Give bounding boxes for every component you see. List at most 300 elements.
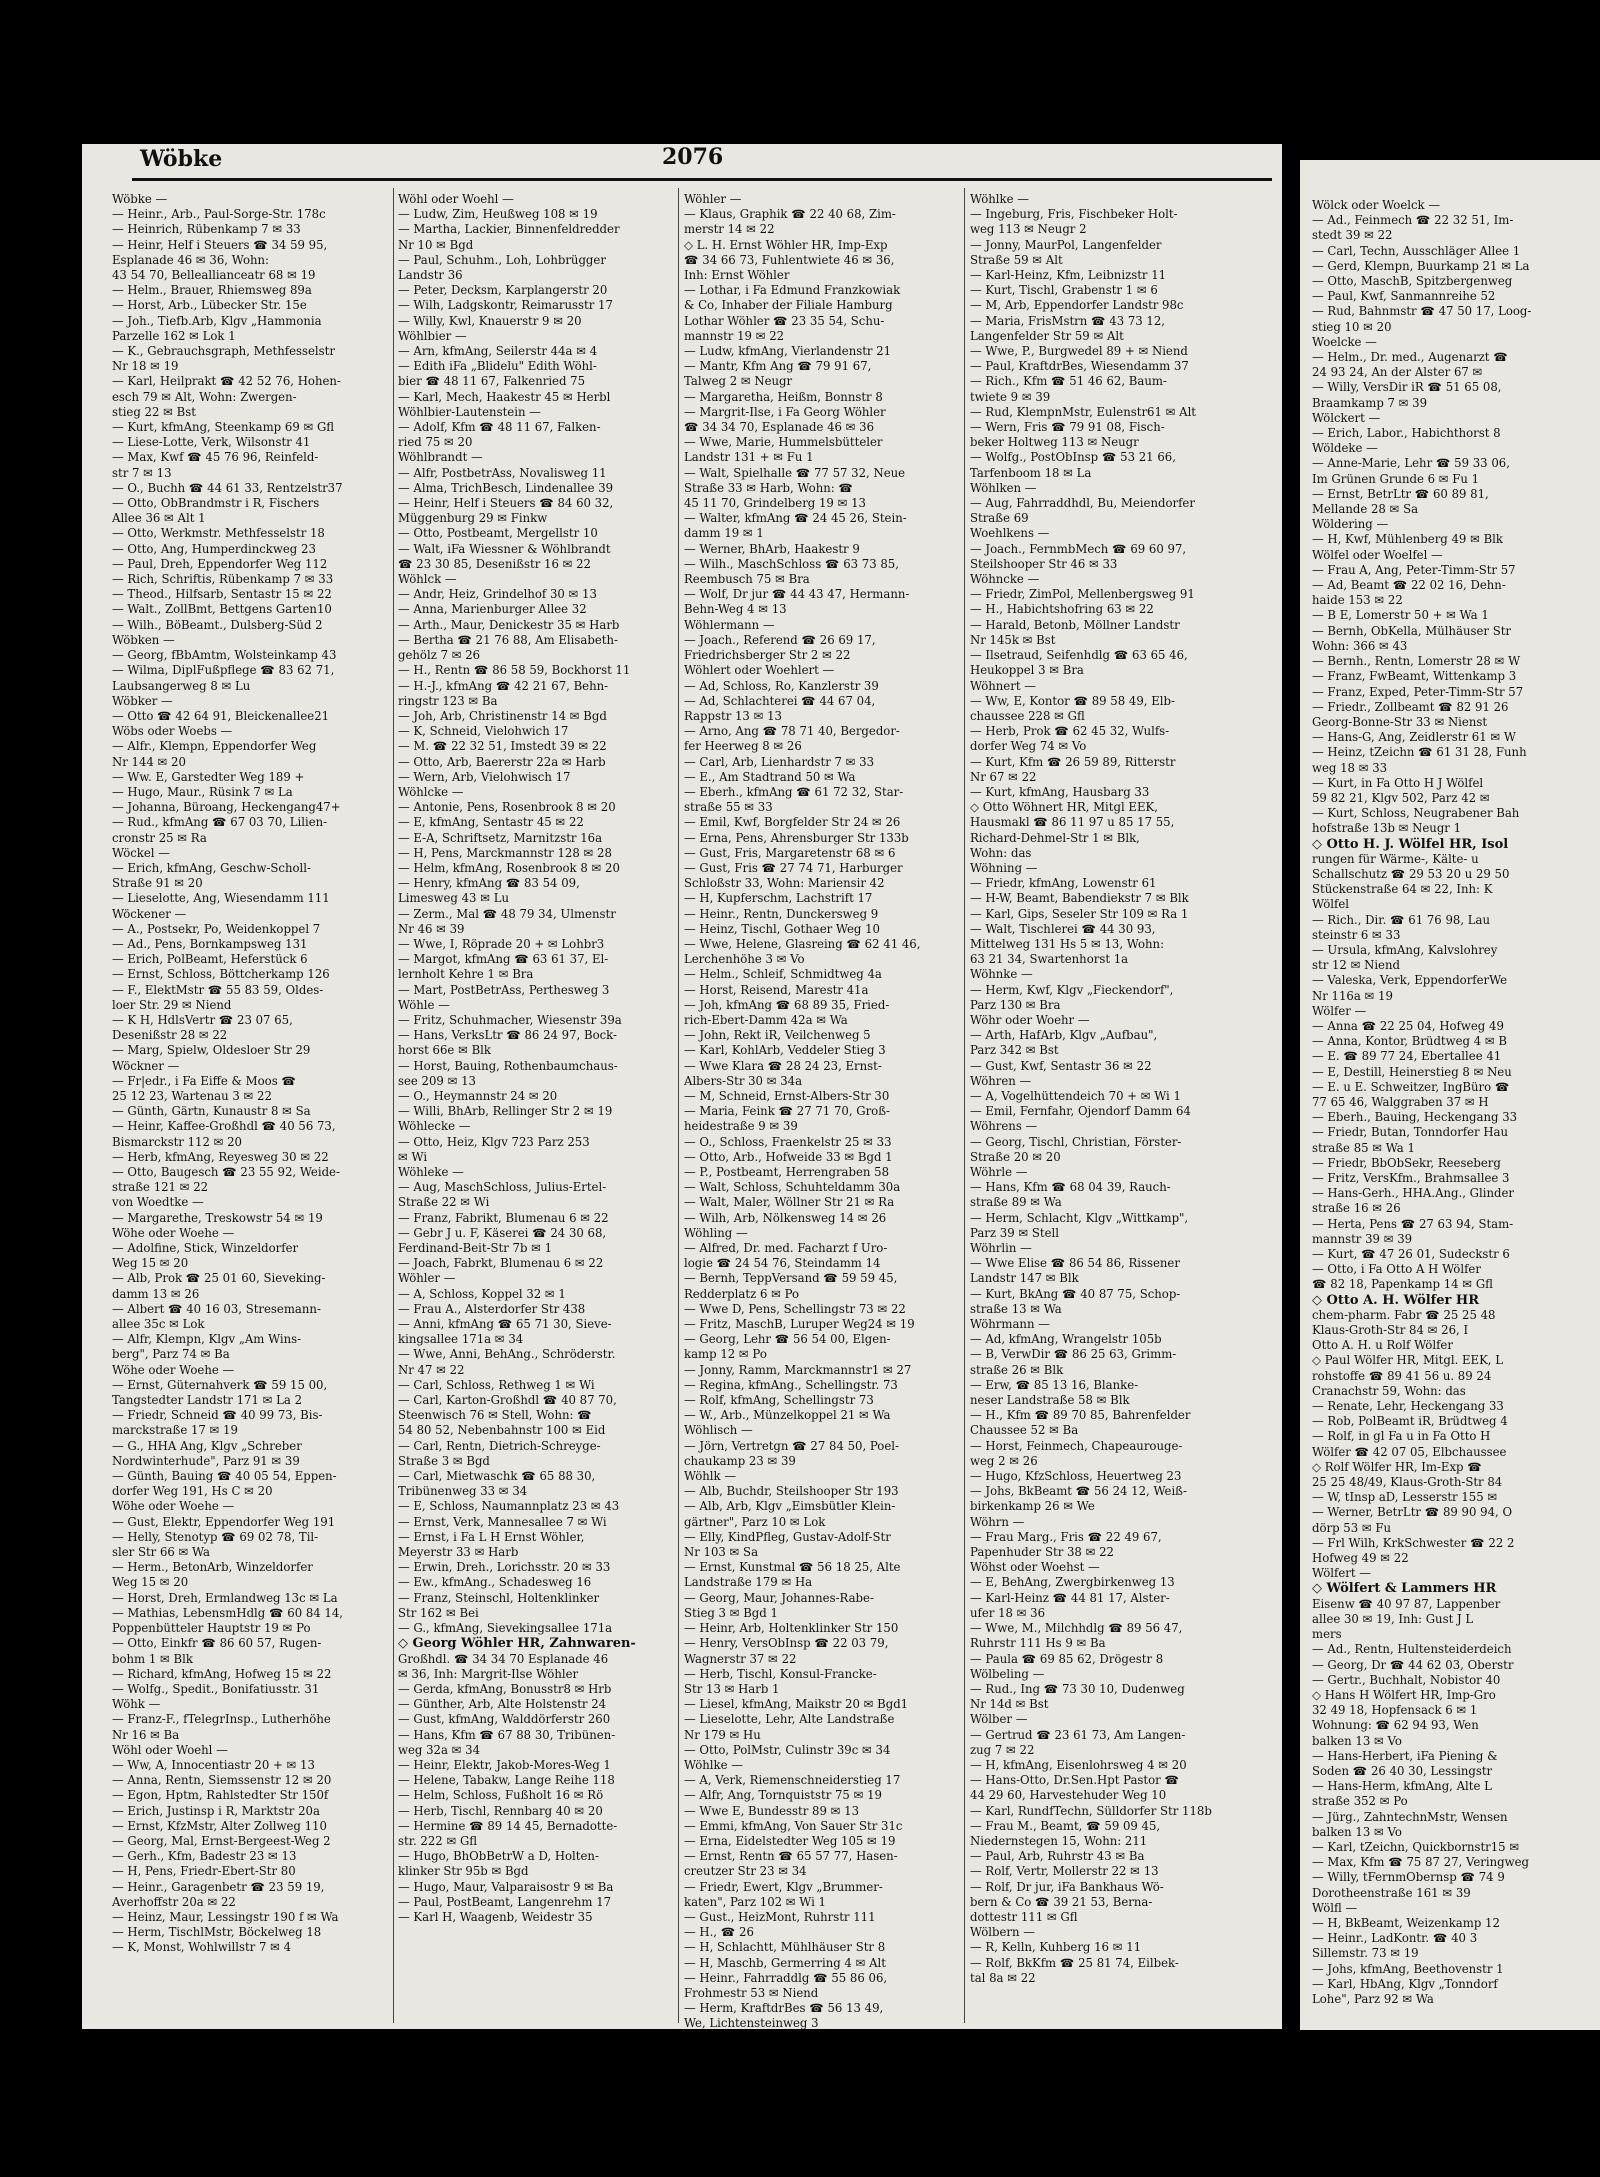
directory-entry: — Gerh., Kfm, Badestr 23 ✉ 13 <box>112 1849 297 1864</box>
directory-entry: — Carl, Schloss, Rethweg 1 ✉ Wi <box>398 1377 595 1392</box>
directory-entry: — Paul, Schuhm., Loh, Lohbrügger <box>398 252 606 267</box>
directory-entry: weg 113 ✉ Neugr 2 <box>970 222 1087 237</box>
directory-entry: — Alfr, Ang, Tornquiststr 75 ✉ 19 <box>684 1788 882 1803</box>
directory-entry: — Otto, Ang, Humperdinckweg 23 <box>112 541 316 556</box>
directory-entry: — Wwe, I, Röprade 20 + ✉ Lohbr3 <box>398 936 605 951</box>
surname-heading: Wöhlcke — <box>398 784 464 799</box>
directory-entry: — Andr, Heiz, Grindelhof 30 ✉ 13 <box>398 587 597 602</box>
directory-entry: — Rud., Ing ☎ 73 30 10, Dudenweg <box>970 1681 1185 1696</box>
directory-entry: — Hans-G, Ang, Zeidlerstr 61 ✉ W <box>1312 730 1516 745</box>
directory-entry: — Karl, KohlArb, Veddeler Stieg 3 <box>684 1043 886 1058</box>
directory-entry: Tarfenboom 18 ✉ La <box>970 465 1092 480</box>
directory-entry: — Horst, Dreh, Ermlandweg 13c ✉ La <box>112 1590 338 1605</box>
directory-entry: — Hugo, KfzSchloss, Heuertweg 23 <box>970 1469 1182 1484</box>
directory-entry: — Horst, Feinmech, Chapeaurouge- <box>970 1438 1183 1453</box>
directory-entry: — Klaus, Graphik ☎ 22 40 68, Zim- <box>684 207 896 222</box>
surname-heading: Wöhk — <box>112 1697 161 1712</box>
directory-entry: — O., Schloss, Fraenkelstr 25 ✉ 33 <box>684 1134 892 1149</box>
header-rule <box>132 178 1272 181</box>
surname-heading: Wöhleke — <box>398 1165 464 1179</box>
directory-entry: see 209 ✉ 13 <box>398 1073 476 1088</box>
directory-entry: — Walt, Schloss, Schuhteldamm 30a <box>684 1180 901 1195</box>
directory-entry: mannstr 19 ✉ 22 <box>684 328 785 343</box>
directory-entry: — Joh, Arb, Christinenstr 14 ✉ Bgd <box>398 708 607 723</box>
directory-entry: — Paul, PostBeamt, Langenrehm 17 <box>398 1894 612 1909</box>
directory-entry: — Franz-F., fTelegrInsp., Lutherhöhe <box>112 1712 331 1727</box>
directory-entry: — O., Heymannstr 24 ✉ 20 <box>398 1088 558 1103</box>
directory-entry: — Friedr, kfmAng, Lowenstr 61 <box>970 876 1157 891</box>
directory-entry: — Arno, Ang ☎ 78 71 40, Bergedor- <box>684 724 900 739</box>
directory-entry: Richard-Dehmel-Str 1 ✉ Blk, <box>970 830 1140 845</box>
directory-entry: — H, Maschb, Germerring 4 ✉ Alt <box>684 1955 886 1970</box>
directory-entry: haide 153 ✉ 22 <box>1312 593 1403 608</box>
directory-entry: — Karl, tZeichn, Quickbornstr15 ✉ <box>1312 1839 1520 1854</box>
directory-entry: — H, Kupferschm, Lachstrift 17 <box>684 891 873 906</box>
directory-entry: ringstr 123 ✉ Ba <box>398 693 498 708</box>
directory-entry: — Rob, PolBeamt iR, Brüdtweg 4 <box>1312 1414 1508 1429</box>
directory-entry: Redderplatz 6 ✉ Po <box>684 1286 800 1301</box>
directory-entry: Dorotheenstraße 161 ✉ 39 <box>1312 1885 1471 1900</box>
directory-page <box>82 144 1282 2029</box>
directory-entry: damm 19 ✉ 1 <box>684 526 764 541</box>
surname-heading: Wölckert — <box>1312 410 1381 425</box>
directory-entry: — Otto, ObBrandmstr i R, Fischers <box>112 496 320 511</box>
directory-entry: — Arth, HafArb, Klgv „Aufbau", <box>970 1028 1158 1043</box>
directory-entry: — Ww, A, Innocentiastr 20 + ✉ 13 <box>112 1757 315 1772</box>
surname-heading: Wölfer — <box>1312 1003 1367 1018</box>
surname-heading: Wöhlisch — <box>684 1423 753 1438</box>
directory-entry: chem-pharm. Fabr ☎ 25 25 48 <box>1312 1307 1496 1322</box>
directory-entry: ✉ 36, Inh: Margrit-Ilse Wöhler <box>398 1666 579 1681</box>
directory-entry: — A, Schloss, Koppel 32 ✉ 1 <box>398 1286 566 1301</box>
directory-entry: — Helm, Schloss, Fußholt 16 ✉ Rö <box>398 1788 604 1803</box>
directory-entry: Desenißstr 28 ✉ 22 <box>112 1028 228 1043</box>
directory-entry: — Alfred, Dr. med. Facharzt f Uro- <box>684 1241 888 1256</box>
directory-entry: Esplanade 46 ✉ 36, Wohn: <box>112 252 269 267</box>
surname-heading: Wöhlke — <box>684 1757 743 1772</box>
directory-entry: — Frau A, Ang, Peter-Timm-Str 57 <box>1312 562 1516 577</box>
surname-heading: Wöhst oder Woehst — <box>970 1560 1100 1575</box>
directory-entry: weg 2 ✉ 26 <box>970 1453 1038 1468</box>
directory-entry: — Wilma, DiplFußpflege ☎ 83 62 71, <box>112 663 335 678</box>
directory-entry: — Rud., kfmAng ☎ 67 03 70, Lilien- <box>112 815 328 830</box>
directory-entry: 45 11 70, Grindelberg 19 ✉ 13 <box>684 496 866 511</box>
directory-entry: — E-A, Schriftsetz, Marnitzstr 16a <box>398 830 603 845</box>
directory-entry: dottestr 111 ✉ Gfl <box>970 1909 1078 1924</box>
directory-entry: klinker Str 95b ✉ Bgd <box>398 1864 529 1879</box>
surname-heading: Wöhe oder Woehe — <box>112 1499 235 1514</box>
directory-entry: — Wwe, Helene, Glasreing ☎ 62 41 46, <box>684 936 921 951</box>
directory-entry: Soden ☎ 26 40 30, Lessingstr <box>1312 1763 1493 1778</box>
directory-entry: — Mart, PostBetrAss, Perthesweg 3 <box>398 982 610 997</box>
surname-heading: Wöhe oder Woehe — <box>112 1362 235 1377</box>
directory-entry: — Zerm., Mal ☎ 48 79 34, Ulmenstr <box>398 906 616 921</box>
directory-entry: — Heinz, Maur, Lessingstr 190 f ✉ Wa <box>112 1909 339 1924</box>
directory-entry: — Heinr, Helf i Steuers ☎ 34 59 95, <box>112 237 328 252</box>
directory-entry: — K, Schneid, Vielohwich 17 <box>398 724 569 739</box>
surname-heading: Wöbken — <box>112 632 175 647</box>
directory-entry: — Paul, Dreh, Eppendorfer Weg 112 <box>112 556 328 571</box>
directory-entry: gehölz 7 ✉ 26 <box>398 648 481 663</box>
directory-entry: Lohe", Parz 92 ✉ Wa <box>1312 1991 1434 2006</box>
directory-entry: — Alb, Prok ☎ 25 01 60, Sieveking- <box>112 1271 326 1286</box>
directory-entry: — Franz, Fabrikt, Blumenau 6 ✉ 22 <box>398 1210 609 1225</box>
directory-entry: — Rolf, Vertr, Mollerstr 22 ✉ 13 <box>970 1864 1159 1879</box>
directory-entry: — Alfr, Klempn, Klgv „Am Wins- <box>112 1332 302 1347</box>
directory-entry: rich-Ebert-Damm 42a ✉ Wa <box>684 1012 848 1027</box>
directory-entry: — Erich, Justinsp i R, Marktstr 20a <box>112 1803 320 1818</box>
directory-entry: Wölfel <box>1312 897 1349 912</box>
directory-entry: — Mathias, LebensmHdlg ☎ 60 84 14, <box>112 1605 344 1620</box>
directory-entry: — K., Gebrauchsgraph, Methfesselstr <box>112 344 335 359</box>
directory-entry: — Bernh, TeppVersand ☎ 59 59 45, <box>684 1271 898 1286</box>
page-header-word: Wöbke <box>140 146 223 172</box>
directory-entry: — Wilh, Arb, Nölkensweg 14 ✉ 26 <box>684 1210 887 1225</box>
directory-entry: — Ernst, i Fa L H Ernst Wöhler, <box>398 1529 585 1544</box>
directory-entry: — Günth, Gärtn, Kunaustr 8 ✉ Sa <box>112 1104 311 1119</box>
directory-entry: Parz 39 ✉ Stell <box>970 1225 1059 1240</box>
directory-entry: — Friedr, BbObSekr, Reeseberg <box>1312 1155 1501 1170</box>
directory-entry: Georg-Bonne-Str 33 ✉ Nienst <box>1312 714 1488 729</box>
business-entry: ◇ Otto A. H. Wölfer HR <box>1312 1292 1480 1308</box>
directory-entry: straße 13 ✉ Wa <box>970 1301 1062 1316</box>
directory-entry: — Carl, Karton-Großhdl ☎ 40 87 70, <box>398 1393 617 1408</box>
directory-entry: — Henry, kfmAng ☎ 83 54 09, <box>398 876 580 891</box>
directory-entry: Hausmakl ☎ 86 11 97 u 85 17 55, <box>970 815 1175 830</box>
directory-entry: — Marg, Spielw, Oldesloer Str 29 <box>112 1043 311 1058</box>
directory-entry: — Carl, Arb, Lienhardstr 7 ✉ 33 <box>684 754 875 769</box>
directory-entry: — Heinr., LadKontr. ☎ 40 3 <box>1312 1931 1478 1946</box>
directory-entry: balken 13 ✉ Vo <box>1312 1824 1402 1839</box>
directory-entry: — Adolfine, Stick, Winzeldorfer <box>112 1241 299 1256</box>
surname-heading: Wöhlbier — <box>398 328 467 343</box>
surname-heading: Wöhrlin — <box>970 1241 1032 1256</box>
directory-entry: esch 79 ✉ Alt, Wohn: Zwergen- <box>112 389 297 404</box>
directory-entry: — Walt, iFa Wiessner & Wöhlbrandt <box>398 541 611 556</box>
directory-entry: allee 35c ✉ Lok <box>112 1317 205 1332</box>
directory-entry: — Ww, E, Kontor ☎ 89 58 49, Elb- <box>970 693 1175 708</box>
directory-entry: — Emil, Fernfahr, Ojendorf Damm 64 <box>970 1104 1191 1119</box>
directory-entry: Friedrichsberger Str 2 ✉ 22 <box>684 648 851 663</box>
directory-entry: Str 162 ✉ Bei <box>398 1605 479 1620</box>
surname-heading: Wöldering — <box>1312 517 1389 532</box>
surname-heading: Wöhrmann — <box>970 1317 1050 1332</box>
directory-entry: — Otto ☎ 42 64 91, Bleickenallee21 <box>112 708 330 723</box>
directory-entry: — Theod., Hilfsarb, Sentastr 15 ✉ 22 <box>112 587 332 602</box>
directory-entry: — Hans, VerksLtr ☎ 86 24 97, Bock- <box>398 1028 617 1043</box>
directory-entry: — Rich., Kfm ☎ 51 46 62, Baum- <box>970 374 1167 389</box>
directory-entry: — Anne-Marie, Lehr ☎ 59 33 06, <box>1312 456 1510 471</box>
directory-entry: Wagnerstr 37 ✉ 22 <box>684 1651 797 1666</box>
directory-entry: — Friedr, ZimPol, Mellenbergsweg 91 <box>970 587 1195 602</box>
directory-entry: — Horst, Reisend, Marestr 41a <box>684 982 869 997</box>
directory-entry: damm 13 ✉ 26 <box>112 1286 200 1301</box>
directory-entry: — H., Kfm ☎ 89 70 85, Bahrenfelder <box>970 1408 1191 1423</box>
directory-entry: & Co, Inhaber der Filiale Hamburg <box>684 298 893 313</box>
directory-entry: — Karl, RundfTechn, Sülldorfer Str 118b <box>970 1803 1212 1818</box>
directory-entry: — Gust, Fris ☎ 27 74 71, Harburger <box>684 860 903 875</box>
directory-entry: — Alfr, PostbetrAss, Novalisweg 11 <box>398 465 607 480</box>
directory-entry: — H, Schlachtt, Mühlhäuser Str 8 <box>684 1940 886 1955</box>
directory-entry: chaussee 228 ✉ Gfl <box>970 708 1085 723</box>
directory-entry: — Antonie, Pens, Rosenbrook 8 ✉ 20 <box>398 800 616 815</box>
directory-entry: — Karl, Heilprakt ☎ 42 52 76, Hohen- <box>112 374 341 389</box>
directory-entry: straße 55 ✉ 33 <box>684 800 773 815</box>
directory-entry: hofstraße 13b ✉ Neugr 1 <box>1312 821 1462 836</box>
directory-entry: 54 80 52, Nebenbahnstr 100 ✉ Eid <box>398 1423 606 1438</box>
directory-entry: — Harald, Betonb, Möllner Landstr <box>970 617 1180 632</box>
directory-entry: — Kurt, kfmAng, Hausbarg 33 <box>970 784 1150 799</box>
directory-entry: — Erich, Labor., Habichthorst 8 <box>1312 426 1501 441</box>
directory-entry: 63 21 34, Swartenhorst 1a <box>970 952 1129 967</box>
directory-entry: Steilshooper Str 46 ✉ 33 <box>970 556 1118 571</box>
directory-entry: Hofweg 49 ✉ 22 <box>1312 1551 1409 1566</box>
directory-entry: chaukamp 23 ✉ 39 <box>684 1453 796 1468</box>
directory-entry: Nr 14d ✉ Bst <box>970 1697 1049 1712</box>
directory-entry: Papenhuder Str 38 ✉ 22 <box>970 1545 1114 1560</box>
directory-entry: — H., Habichtshofring 63 ✉ 22 <box>970 602 1154 617</box>
directory-entry: — Rud, Bahnmstr ☎ 47 50 17, Loog- <box>1312 304 1532 319</box>
directory-entry: — Albert ☎ 40 16 03, Stresemann- <box>112 1301 321 1316</box>
directory-entry: — Ernst, Güternahverk ☎ 59 15 00, <box>112 1377 328 1392</box>
directory-entry: — Herm, Kwf, Klgv „Fieckendorf", <box>970 982 1174 997</box>
directory-entry: marckstraße 17 ✉ 19 <box>112 1423 238 1438</box>
adjacent-page-fragment <box>1300 160 1600 2030</box>
directory-entry: — Ernst, Rentn ☎ 65 57 77, Hasen- <box>684 1849 898 1864</box>
directory-entry: bier ☎ 48 11 67, Falkenried 75 <box>398 374 586 389</box>
directory-entry: — Ernst, Kunstmal ☎ 56 18 25, Alte <box>684 1560 901 1575</box>
surname-heading: Woelcke — <box>1312 334 1377 349</box>
directory-entry: mannstr 39 ✉ 39 <box>1312 1231 1413 1246</box>
directory-entry: — K H, HdlsVertr ☎ 23 07 65, <box>112 1012 293 1027</box>
directory-entry: 59 82 21, Klgv 502, Parz 42 ✉ <box>1312 790 1490 805</box>
directory-entry: — B E, Lomerstr 50 + ✉ Wa 1 <box>1312 608 1489 623</box>
directory-entry: ☎ 23 30 85, Desenißstr 16 ✉ 22 <box>398 556 591 571</box>
directory-entry: — Werner, BetrLtr ☎ 89 90 94, O <box>1312 1505 1513 1520</box>
directory-entry: — Alma, TrichBesch, Lindenallee 39 <box>398 480 614 495</box>
directory-entry: stieg 22 ✉ Bst <box>112 404 196 419</box>
directory-entry: — Heinr., Rentn, Dunckersweg 9 <box>684 906 879 921</box>
directory-entry: — Wwe Elise ☎ 86 54 86, Rissener <box>970 1256 1180 1271</box>
surname-heading: Wöhr oder Woehr — <box>970 1012 1090 1027</box>
directory-entry: — Ad, Schlachterei ☎ 44 67 04, <box>684 693 876 708</box>
directory-entry: — Adolf, Kfm ☎ 48 11 67, Falken- <box>398 420 601 435</box>
surname-heading: Wöhl oder Woehl — <box>112 1742 228 1757</box>
directory-entry: — Maria, FrisMstrn ☎ 43 73 12, <box>970 313 1166 328</box>
directory-entry: — Henry, VersObInsp ☎ 22 03 79, <box>684 1636 889 1651</box>
directory-entry: — Hans, Kfm ☎ 67 88 30, Tribünen- <box>398 1727 616 1742</box>
directory-entry: — Karl-Heinz, Kfm, Leibnizstr 11 <box>970 268 1167 283</box>
directory-entry: — H-W, Beamt, Babendiekstr 7 ✉ Blk <box>970 891 1189 906</box>
directory-column-2 <box>398 192 670 1925</box>
directory-entry: — Valeska, Verk, EppendorferWe <box>1312 973 1508 988</box>
directory-entry: Nr 103 ✉ Sa <box>684 1545 759 1560</box>
directory-entry: Talweg 2 ✉ Neugr <box>684 374 793 389</box>
directory-entry: lernholt Kehre 1 ✉ Bra <box>398 967 534 982</box>
directory-entry: Ruhrstr 111 Hs 9 ✉ Ba <box>970 1636 1106 1651</box>
surname-heading: Wöhle — <box>398 997 450 1012</box>
surname-heading: Wölber — <box>970 1712 1028 1727</box>
directory-entry: ◇ Paul Wölfer HR, Mitgl. EEK, L <box>1312 1353 1503 1368</box>
directory-entry: — Wwe D, Pens, Schellingstr 73 ✉ 22 <box>684 1301 906 1316</box>
directory-entry: Nr 18 ✉ 19 <box>112 359 179 374</box>
directory-entry: — R, Kelln, Kuhberg 16 ✉ 11 <box>970 1940 1142 1955</box>
directory-entry: — Herm, TischlMstr, Böckelweg 18 <box>112 1925 322 1940</box>
directory-entry: — Margot, kfmAng ☎ 63 61 37, El- <box>398 952 609 967</box>
directory-entry: — Wwe, Anni, BehAng., Schröderstr. <box>398 1347 616 1362</box>
directory-entry: — Paul, KraftdrBes, Wiesendamm 37 <box>970 359 1189 374</box>
directory-entry: — Helm., Dr. med., Augenarzt ☎ <box>1312 350 1508 365</box>
directory-entry: dorfer Weg 191, Hs C ✉ 20 <box>112 1484 273 1499</box>
surname-heading: Wöhlbrandt — <box>398 450 483 465</box>
column-divider <box>964 188 965 2023</box>
directory-entry: — Bertha ☎ 21 76 88, Am Elisabeth- <box>398 632 618 647</box>
directory-entry: — Liese-Lotte, Verk, Wilsonstr 41 <box>112 435 311 450</box>
directory-entry: — H., Rentn ☎ 86 58 59, Bockhorst 11 <box>398 663 631 678</box>
directory-entry: Landstr 36 <box>398 268 463 283</box>
directory-entry: — Fritz, VersKfm., Brahmsallee 3 <box>1312 1171 1510 1185</box>
directory-entry: — Otto, Arb, Baererstr 22a ✉ Harb <box>398 754 606 769</box>
directory-entry: — Johanna, Büroang, Heckengang47+ <box>112 800 341 815</box>
directory-entry: — Otto, MaschB, Spitzbergenweg <box>1312 274 1513 289</box>
directory-entry: kamp 12 ✉ Po <box>684 1347 767 1362</box>
directory-entry: weg 18 ✉ 33 <box>1312 760 1388 775</box>
directory-entry: — Ad, Beamt ☎ 22 02 16, Dehn- <box>1312 578 1506 593</box>
directory-entry: — Fritz, MaschB, Luruper Weg24 ✉ 19 <box>684 1317 915 1332</box>
directory-entry: Averhoffstr 20a ✉ 22 <box>112 1894 236 1909</box>
directory-entry: twiete 9 ✉ 39 <box>970 389 1051 404</box>
directory-entry: tal 8a ✉ 22 <box>970 1970 1036 1985</box>
directory-entry: Allee 36 ✉ Alt 1 <box>112 511 206 526</box>
directory-column-right <box>1312 198 1600 2007</box>
directory-entry: — Gertr., Buchhalt, Nobistor 40 <box>1312 1672 1501 1687</box>
directory-entry: — Willy, Kwl, Knauerstr 9 ✉ 20 <box>398 313 582 328</box>
directory-entry: Straße 69 <box>970 511 1029 526</box>
directory-entry: — Fr|edr., i Fa Eiffe & Moos ☎ <box>112 1073 296 1088</box>
directory-entry: — Anni, kfmAng ☎ 65 71 30, Sieve- <box>398 1317 612 1332</box>
directory-entry: — Frau Marg., Fris ☎ 22 49 67, <box>970 1529 1162 1544</box>
directory-entry: Inh: Ernst Wöhler <box>684 268 790 283</box>
directory-entry: — Frau A., Alsterdorfer Str 438 <box>398 1301 586 1316</box>
directory-entry: — Karl, Gips, Seseler Str 109 ✉ Ra 1 <box>970 906 1189 921</box>
directory-entry: Straße 91 ✉ 20 <box>112 876 203 891</box>
directory-entry: neser Landstraße 58 ✉ Blk <box>970 1393 1130 1408</box>
directory-entry: — Rolf, Dr jur, iFa Bankhaus Wö- <box>970 1879 1164 1894</box>
directory-entry: Landstraße 179 ✉ Ha <box>684 1575 813 1590</box>
directory-entry: Rappstr 13 ✉ 13 <box>684 708 782 723</box>
directory-entry: heidestraße 9 ✉ 39 <box>684 1119 798 1134</box>
directory-entry: straße 121 ✉ 22 <box>112 1180 209 1195</box>
directory-entry: — Otto, PolMstr, Culinstr 39c ✉ 34 <box>684 1742 891 1757</box>
directory-entry: Braamkamp 7 ✉ 39 <box>1312 395 1428 410</box>
directory-entry: str 12 ✉ Niend <box>1312 958 1400 973</box>
directory-entry: ☎ 34 66 73, Fuhlentwiete 46 ✉ 36, <box>684 252 895 267</box>
directory-entry: — Gust., HeizMont, Ruhrstr 111 <box>684 1909 876 1924</box>
directory-entry: — Friedr, Butan, Tonndorfer Hau <box>1312 1125 1509 1140</box>
directory-entry: — Frl Wilh, KrkSchwester ☎ 22 2 <box>1312 1535 1515 1550</box>
directory-entry: — Ew., kfmAng., Schadesweg 16 <box>398 1575 592 1590</box>
directory-entry: — Ernst, BetrLtr ☎ 60 89 81, <box>1312 486 1489 501</box>
directory-entry: — Wwe Klara ☎ 28 24 23, Ernst- <box>684 1058 882 1073</box>
directory-entry: — Günth, Bauing ☎ 40 05 54, Eppen- <box>112 1469 337 1484</box>
directory-entry: Parz 130 ✉ Bra <box>970 997 1061 1012</box>
directory-entry: bohm 1 ✉ Blk <box>112 1651 193 1666</box>
column-divider <box>678 188 679 2023</box>
directory-entry: — Herb, kfmAng, Reyesweg 30 ✉ 22 <box>112 1149 329 1164</box>
directory-entry: — Eberh., Bauing, Heckengang 33 <box>1312 1110 1518 1125</box>
directory-entry: stedt 39 ✉ 22 <box>1312 228 1393 243</box>
directory-entry: — Ernst, Schloss, Böttcherkamp 126 <box>112 967 330 982</box>
surname-heading: Wöhrle — <box>970 1165 1028 1179</box>
surname-heading: Wöhren — <box>970 1073 1032 1088</box>
directory-entry: Laubsangerweg 8 ✉ Lu <box>112 678 251 693</box>
directory-entry: — Johs, kfmAng, Beethovenstr 1 <box>1312 1961 1504 1976</box>
directory-entry: 24 93 24, An der Alster 67 ✉ <box>1312 365 1483 380</box>
directory-entry: Otto A. H. u Rolf Wölfer <box>1312 1338 1453 1353</box>
directory-entry: — Willy, VersDir iR ☎ 51 65 08, <box>1312 380 1502 395</box>
directory-entry: Landstr 131 + ✉ Fu 1 <box>684 450 814 465</box>
directory-entry: Weg 15 ✉ 20 <box>112 1575 189 1590</box>
directory-entry: — Wilh, Ladgskontr, Reimarusstr 17 <box>398 298 613 313</box>
directory-entry: Straße 3 ✉ Bgd <box>398 1453 490 1468</box>
directory-entry: — Alb, Buchdr, Steilshooper Str 193 <box>684 1484 899 1499</box>
directory-entry: — Rolf, BkKfm ☎ 25 81 74, Eilbek- <box>970 1955 1179 1970</box>
directory-entry: Nr 179 ✉ Hu <box>684 1727 761 1742</box>
directory-entry: — Horst, Bauing, Rothenbaumchaus- <box>398 1058 618 1073</box>
directory-entry: berg", Parz 74 ✉ Ba <box>112 1347 230 1362</box>
directory-entry: — Wilh., MaschSchloss ☎ 63 73 85, <box>684 556 899 571</box>
directory-entry: — Herb, Tischl, Konsul-Francke- <box>684 1666 877 1681</box>
directory-entry: straße 26 ✉ Blk <box>970 1362 1064 1377</box>
directory-entry: — Heinr, Helf i Steuers ☎ 84 60 32, <box>398 496 614 511</box>
directory-entry: 25 25 48/49, Klaus-Groth-Str 84 <box>1312 1475 1503 1490</box>
directory-entry: loer Str. 29 ✉ Niend <box>112 997 232 1012</box>
directory-entry: — M, Arb, Eppendorfer Landstr 98c <box>970 298 1184 313</box>
directory-entry: 25 12 23, Wartenau 3 ✉ 22 <box>112 1088 272 1103</box>
directory-entry: — Regina, kfmAng., Schellingstr. 73 <box>684 1377 898 1392</box>
directory-entry: — G., HHA Ang, Klgv „Schreber <box>112 1438 302 1453</box>
directory-entry: — Fritz, Schuhmacher, Wiesenstr 39a <box>398 1012 622 1027</box>
directory-entry: — Edith iFa „Blidelu" Edith Wöhl- <box>398 359 597 374</box>
directory-entry: ☎ 34 34 70, Esplanade 46 ✉ 36 <box>684 420 875 435</box>
directory-entry: — Otto, Postbeamt, Mergellstr 10 <box>398 526 598 541</box>
surname-heading: Wöhlck — <box>398 572 457 587</box>
directory-entry: — M. ☎ 22 32 51, Imstedt 39 ✉ 22 <box>398 739 607 754</box>
directory-entry: Nordwinterhude", Parz 91 ✉ 39 <box>112 1453 300 1468</box>
directory-entry: Reembusch 75 ✉ Bra <box>684 572 810 587</box>
directory-entry: — H, BkBeamt, Weizenkamp 12 <box>1312 1915 1500 1930</box>
directory-entry: — Horst, Arb., Lübecker Str. 15e <box>112 298 307 313</box>
surname-heading: Wölbeling — <box>970 1666 1045 1681</box>
directory-entry: Frohmestr 53 ✉ Niend <box>684 1985 819 2000</box>
directory-entry: — Anna, Marienburger Allee 32 <box>398 602 587 617</box>
directory-entry: — Erich, kfmAng, Geschw-Scholl- <box>112 860 311 875</box>
directory-entry: ◇ L. H. Ernst Wöhler HR, Imp-Exp <box>684 237 888 252</box>
directory-entry: — Kurt, Tischl, Grabenstr 1 ✉ 6 <box>970 283 1158 298</box>
directory-entry: — Otto, Arb., Hofweide 33 ✉ Bgd 1 <box>684 1149 893 1164</box>
directory-entry: 44 29 60, Harvestehuder Weg 10 <box>970 1788 1167 1803</box>
directory-entry: — Elly, KindPfleg, Gustav-Adolf-Str <box>684 1529 891 1544</box>
directory-entry: Limesweg 43 ✉ Lu <box>398 891 509 906</box>
directory-entry: — Rud, KlempnMstr, Eulenstr61 ✉ Alt <box>970 404 1197 419</box>
directory-entry: ◇ Hans H Wölfert HR, Imp-Gro <box>1312 1687 1496 1702</box>
directory-entry: — Otto, Heiz, Klgv 723 Parz 253 <box>398 1134 590 1149</box>
directory-entry: — Eberh., kfmAng ☎ 61 72 32, Star- <box>684 784 904 799</box>
directory-entry: Chaussee 52 ✉ Ba <box>970 1423 1079 1438</box>
surname-heading: Wölfert — <box>1312 1566 1371 1581</box>
directory-entry: Lerchenhöhe 3 ✉ Vo <box>684 952 805 967</box>
directory-entry: — Emmi, kfmAng, Von Sauer Str 31c <box>684 1818 903 1833</box>
